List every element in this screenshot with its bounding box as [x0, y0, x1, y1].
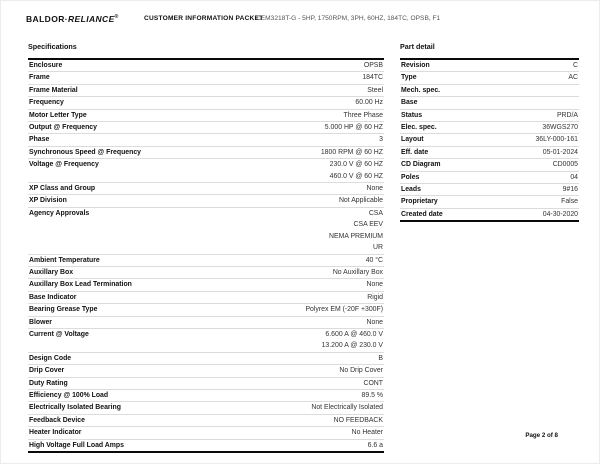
spec-row	[28, 291, 384, 303]
baldor-reliance-logo	[26, 14, 119, 24]
part-detail-row	[400, 183, 579, 195]
spec-row-value: No Auxillary Box	[332, 268, 383, 276]
part-detail-row-label: Layout	[401, 136, 424, 144]
part-detail-row-label: Mech. spec.	[401, 86, 441, 94]
spec-row-value: Polyrex EM (-20F +300F)	[305, 306, 383, 314]
spec-row	[28, 414, 384, 426]
spec-row-label: Base Indicator	[29, 293, 77, 301]
spec-row	[28, 194, 384, 206]
spec-row-value: 60.00 Hz	[355, 99, 383, 107]
spec-row	[28, 364, 384, 376]
spec-row	[28, 352, 384, 364]
part-detail-row	[400, 109, 579, 121]
spec-row-label: High Voltage Full Load Amps	[29, 441, 124, 449]
product-code: CEM3218T-G - 5HP, 1750RPM, 3PH, 60HZ, 184TC, OPSB, F1	[256, 15, 441, 22]
part-detail-row-value: 04-30-2020	[542, 210, 578, 218]
part-detail-row-value: C	[573, 62, 578, 69]
spec-row-label: Design Code	[29, 354, 72, 362]
logo-reliance-text: RELIANCE	[68, 14, 115, 24]
part-detail-row-value: False	[561, 198, 578, 206]
registered-mark: ®	[114, 14, 119, 21]
spec-row-label: Blower	[29, 318, 52, 326]
specifications-title: Specifications	[28, 42, 77, 51]
part-detail-row-label: Poles	[401, 173, 420, 181]
spec-row	[28, 439, 384, 451]
logo-baldor-text: BALDOR	[26, 14, 65, 24]
spec-row	[28, 254, 384, 266]
spec-row-label: Drip Cover	[29, 367, 65, 375]
spec-row-value: 89.5 %	[361, 391, 383, 399]
spec-row	[28, 389, 384, 401]
spec-row-label: Frequency	[29, 99, 64, 107]
spec-row	[28, 207, 384, 254]
part-detail-row-value: 05-01-2024	[542, 148, 578, 156]
spec-row	[28, 96, 384, 108]
document-title: CUSTOMER INFORMATION PACKET	[144, 15, 264, 22]
spec-row	[28, 121, 384, 133]
spec-row-value: No Heater	[351, 429, 383, 437]
part-detail-row	[400, 158, 579, 170]
part-detail-row	[400, 195, 579, 207]
spec-row-value: Rigid	[367, 293, 383, 301]
spec-row-label: Frame Material	[29, 86, 78, 94]
part-detail-row-label: Type	[401, 74, 417, 82]
spec-row	[28, 316, 384, 328]
spec-row	[28, 278, 384, 290]
spec-row	[28, 377, 384, 389]
spec-row-value: 5.000 HP @ 60 HZ	[324, 124, 383, 132]
spec-row	[28, 426, 384, 438]
spec-row-value: 6.600 A @ 460.0 V 13.200 A @ 230.0 V	[321, 330, 383, 350]
spec-row	[28, 146, 384, 158]
part-detail-row-label: CD Diagram	[401, 161, 441, 169]
part-detail-row	[400, 84, 579, 96]
part-detail-row-value: AC	[568, 74, 578, 82]
spec-row-value: B	[378, 354, 383, 362]
specifications-section	[28, 42, 384, 453]
spec-row-label: Auxillary Box	[29, 268, 74, 276]
spec-row-value: None	[366, 185, 383, 193]
spec-row-label: Output @ Frequency	[29, 124, 97, 132]
spec-row-label: Current @ Voltage	[29, 330, 89, 338]
spec-row-value: OPSB	[363, 62, 383, 69]
part-detail-row-label: Leads	[401, 186, 421, 194]
page-header	[1, 14, 599, 28]
spec-row-label: Enclosure	[29, 62, 63, 69]
part-detail-row	[400, 171, 579, 183]
spec-row-value: Not Applicable	[338, 197, 383, 205]
part-detail-row-label: Revision	[401, 62, 430, 69]
spec-row-label: Agency Approvals	[29, 209, 90, 217]
part-detail-row	[400, 71, 579, 83]
page-number: Page 2 of 8	[525, 432, 558, 439]
spec-row-label: Synchronous Speed @ Frequency	[29, 148, 142, 156]
spec-row-label: Heater Indicator	[29, 429, 82, 437]
spec-row-label: XP Division	[29, 197, 67, 205]
part-detail-row-value: 9#16	[562, 186, 578, 194]
part-detail-title: Part detail	[400, 42, 435, 51]
spec-row-value: Not Electrically Isolated	[311, 404, 383, 412]
part-detail-row-value: CD0005	[552, 161, 578, 169]
spec-row	[28, 109, 384, 121]
spec-row-label: Ambient Temperature	[29, 256, 100, 264]
part-detail-row	[400, 96, 579, 108]
spec-row	[28, 133, 384, 145]
part-detail-row-value: 36LY-000-161	[535, 136, 578, 144]
spec-row-value: 184TC	[362, 74, 383, 82]
spec-row-label: Frame	[29, 74, 50, 82]
part-detail-row-label: Created date	[401, 210, 443, 218]
part-detail-row-label: Base	[401, 99, 418, 107]
spec-row-label: Bearing Grease Type	[29, 306, 98, 314]
part-detail-table	[400, 58, 579, 222]
spec-row-label: XP Class and Group	[29, 185, 96, 193]
spec-row	[28, 84, 384, 96]
spec-row-label: Motor Letter Type	[29, 111, 87, 119]
spec-row-value: 40 °C	[365, 256, 383, 264]
specifications-table	[28, 58, 384, 453]
spec-row-value: No Drip Cover	[339, 367, 383, 375]
spec-row	[28, 401, 384, 413]
part-detail-row-value: 36WGS270	[542, 124, 578, 132]
spec-row-label: Voltage @ Frequency	[29, 161, 99, 169]
spec-row	[28, 182, 384, 194]
part-detail-row-value: 04	[570, 173, 578, 181]
spec-row-value: Three Phase	[343, 111, 383, 119]
logo-dot: ·	[64, 14, 68, 24]
part-detail-row	[400, 133, 579, 145]
part-detail-row-label: Eff. date	[401, 148, 429, 156]
spec-row	[28, 303, 384, 315]
spec-row-value: Steel	[367, 86, 383, 94]
spec-row-label: Duty Rating	[29, 379, 68, 387]
spec-row-value: None	[366, 281, 383, 289]
spec-row	[28, 60, 384, 71]
spec-row-value: 230.0 V @ 60 HZ 460.0 V @ 60 HZ	[329, 161, 383, 180]
part-detail-row	[400, 146, 579, 158]
spec-row	[28, 328, 384, 352]
spec-row	[28, 71, 384, 83]
part-detail-section	[400, 42, 579, 222]
spec-row-value: 1800 RPM @ 60 HZ	[320, 148, 383, 156]
part-detail-row	[400, 60, 579, 71]
spec-row-label: Electrically Isolated Bearing	[29, 404, 121, 412]
spec-row-value: CONT	[363, 379, 383, 387]
part-detail-row-label: Status	[401, 111, 423, 119]
part-detail-row	[400, 208, 579, 220]
part-detail-row-label: Proprietary	[401, 198, 438, 206]
spec-row-value: 3	[379, 136, 383, 144]
spec-row-value: 6.6 a	[367, 441, 383, 449]
spec-row-value: NO FEEDBACK	[333, 416, 383, 424]
spec-row-label: Feedback Device	[29, 416, 85, 424]
spec-row-value: CSA CSA EEV NEMA PREMIUM UR	[329, 209, 383, 252]
part-detail-row-value: PRD/A	[556, 111, 578, 119]
spec-row	[28, 266, 384, 278]
part-detail-row-label: Elec. spec.	[401, 124, 437, 132]
part-detail-row	[400, 121, 579, 133]
spec-row-label: Auxillary Box Lead Termination	[29, 281, 132, 289]
spec-row	[28, 158, 384, 182]
spec-row-value: None	[366, 318, 383, 326]
spec-row-label: Phase	[29, 136, 50, 144]
spec-row-label: Efficiency @ 100% Load	[29, 391, 109, 399]
